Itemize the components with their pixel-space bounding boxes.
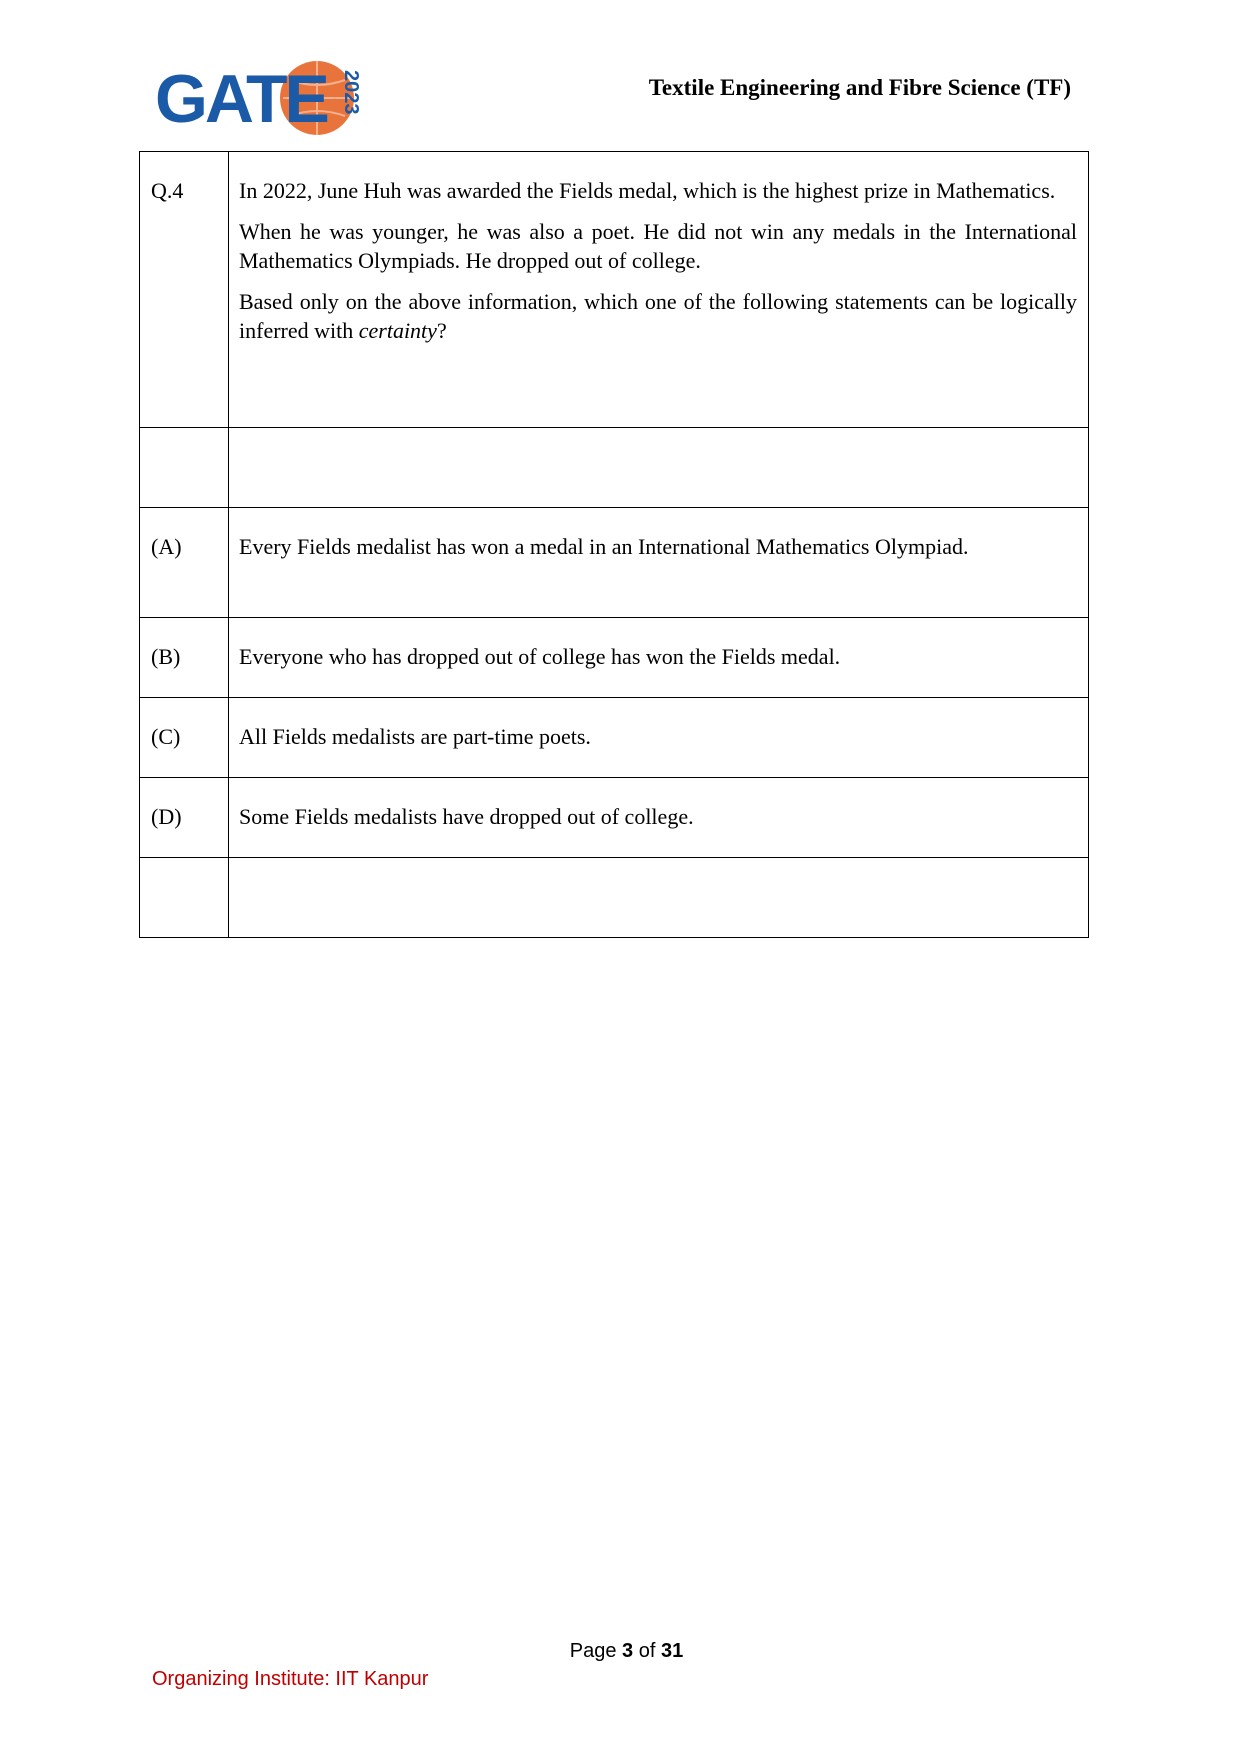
option-label: (D) (140, 778, 229, 858)
logo-text: GATE (155, 61, 327, 137)
option-row-b (140, 618, 1089, 698)
option-row-d (140, 778, 1089, 858)
blank-row (140, 858, 1089, 938)
blank-row (140, 428, 1089, 508)
option-label: (C) (140, 698, 229, 778)
page-number: Page 3 of 31 (569, 1640, 684, 1662)
logo-year: 2023 (340, 70, 362, 115)
option-row-a (140, 508, 1089, 618)
question-row (140, 152, 1089, 428)
question-text (229, 152, 1089, 428)
option-label: (B) (140, 618, 229, 698)
organizing-institute: Organizing Institute: IIT Kanpur (152, 1668, 429, 1690)
option-text: Every Fields medalist has won a medal in an International Mathematics Olympiad. (229, 508, 1089, 618)
question-para-1: In 2022, June Huh was awarded the Fields medal, which is the highest prize in Mathematics. (239, 178, 1056, 203)
option-label: (A) (140, 508, 229, 618)
question-para-2: When he was younger, he was also a poet. He did not win any medals in the International Mathematics Olympiads. He dropped out of college. (239, 219, 1077, 273)
option-text: Some Fields medalists have dropped out of college. (229, 778, 1089, 858)
question-para-3: Based only on the above information, which one of the following statements can be logically inferred with certainty? (239, 289, 1077, 343)
paper-title: Textile Engineering and Fibre Science (TF) (648, 75, 1071, 100)
question-number: Q.4 (140, 152, 229, 428)
gate-2023-logo (155, 58, 362, 138)
option-row-c (140, 698, 1089, 778)
question-table (139, 151, 1089, 938)
emphasis-certainty: certainty (358, 318, 437, 343)
option-text: All Fields medalists are part-time poets. (229, 698, 1089, 778)
option-text: Everyone who has dropped out of college has won the Fields medal. (229, 618, 1089, 698)
